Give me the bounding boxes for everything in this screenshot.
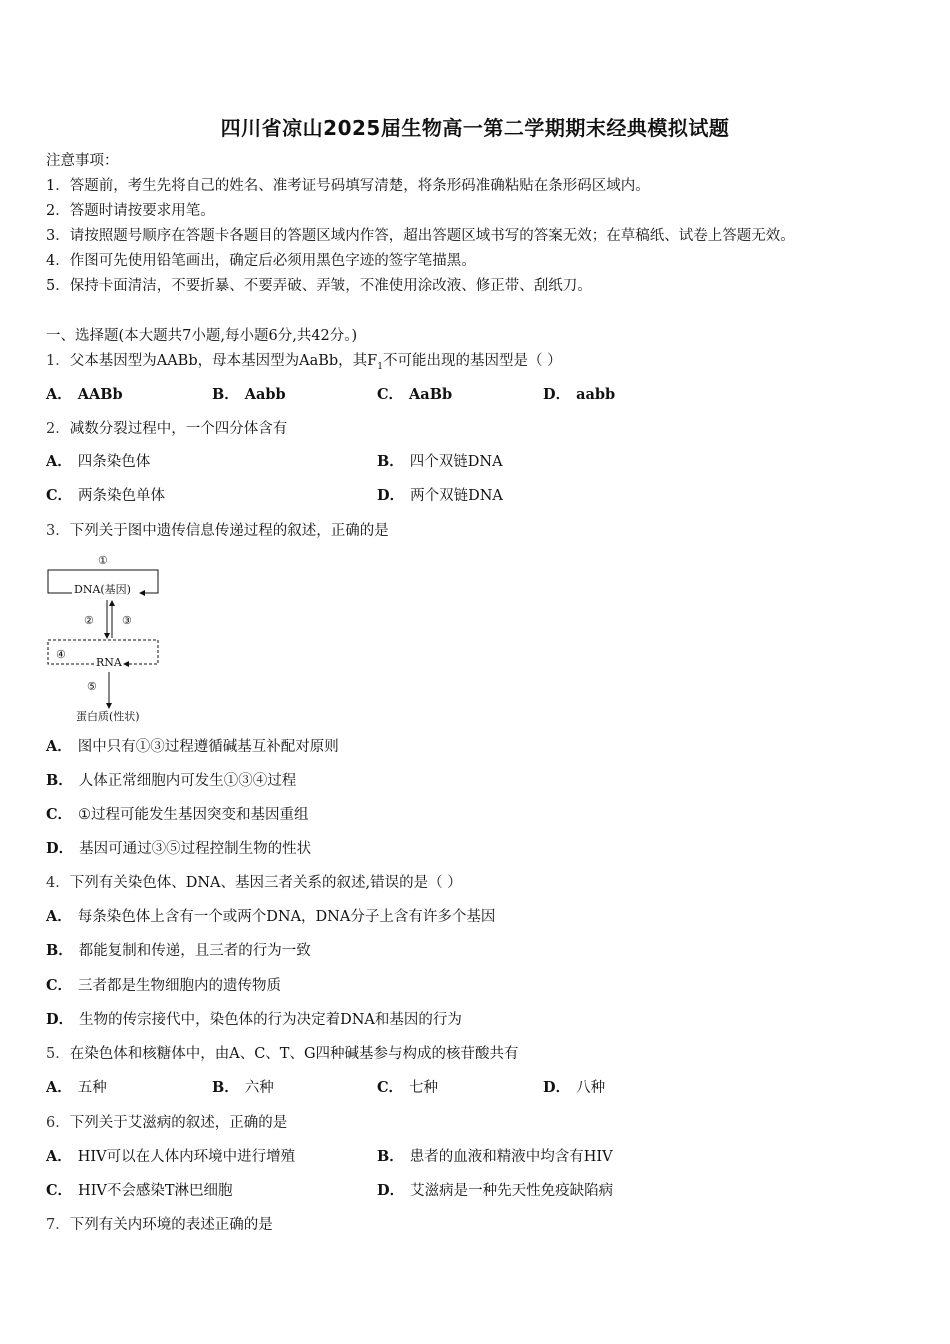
option-text: 基因可通过③⑤过程控制生物的性状 (79, 841, 312, 857)
option-letter: A． (46, 1148, 72, 1165)
process-label-5: ⑤ (87, 680, 97, 693)
page-title: 四川省凉山2025届生物高一第二学期期末经典模拟试题 (220, 116, 730, 140)
option-c[interactable] (46, 486, 165, 506)
question-number: 7． (46, 1217, 70, 1233)
option-letter: C． (377, 386, 404, 403)
option-a[interactable] (46, 1147, 295, 1167)
option-a[interactable] (46, 907, 495, 927)
option-a[interactable] (46, 452, 150, 472)
option-letter: D． (46, 840, 74, 857)
dna-label: DNA(基因) (74, 583, 131, 596)
option-c[interactable] (377, 1078, 438, 1098)
question-text: 下列有关染色体、DNA、基因三者关系的叙述,错误的是（ ） (69, 875, 462, 891)
option-text: 六种 (244, 1080, 274, 1096)
option-letter: A． (46, 738, 72, 755)
option-text: 两条染色单体 (78, 488, 166, 504)
option-text: 七种 (409, 1080, 439, 1096)
option-b[interactable] (377, 452, 503, 472)
question-number: 5． (46, 1046, 70, 1062)
option-c[interactable] (46, 976, 281, 996)
question-number: 2． (46, 421, 70, 437)
option-letter: B． (377, 453, 404, 470)
option-d[interactable] (543, 385, 615, 405)
question-text: 不可能出现的基因型是（ ） (382, 353, 562, 369)
option-text: Aabb (244, 386, 286, 403)
option-text: 五种 (77, 1080, 107, 1096)
option-letter: A． (46, 386, 72, 403)
option-text: 图中只有①③过程遵循碱基互补配对原则 (77, 739, 339, 755)
option-b[interactable] (212, 385, 286, 405)
option-text: 八种 (576, 1080, 606, 1096)
option-letter: A． (46, 1079, 72, 1096)
question-number: 4． (46, 875, 70, 891)
subscript: 1 (377, 361, 383, 372)
option-d[interactable] (377, 1181, 613, 1201)
option-text: HIV可以在人体内环境中进行增殖 (77, 1149, 296, 1165)
option-d[interactable] (46, 1010, 462, 1030)
option-d[interactable] (46, 839, 311, 859)
question-6 (46, 1113, 287, 1133)
notice-heading: 注意事项： (46, 153, 119, 169)
rna-label: RNA (96, 656, 122, 669)
option-text: aabb (576, 386, 616, 403)
question-2 (46, 419, 287, 439)
option-text: HIV不会感染T淋巴细胞 (78, 1183, 233, 1199)
notice-item: 3．请按照题号顺序在答题卡各题目的答题区域内作答，超出答题区域书写的答案无效；在草稿纸、试卷上答题无效。 (46, 228, 795, 244)
notice-item: 2．答题时请按要求用笔。 (46, 203, 215, 219)
option-letter: D． (543, 1079, 571, 1096)
option-text: 艾滋病是一种先天性免疫缺陷病 (410, 1183, 614, 1199)
question-number: 6． (46, 1115, 70, 1131)
option-text: 每条染色体上含有一个或两个DNA，DNA分子上含有许多个基因 (77, 909, 496, 925)
question-text: 在染色体和核糖体中，由A、C、T、G四种碱基参与构成的核苷酸共有 (69, 1046, 519, 1062)
option-text: ①过程可能发生基因突变和基因重组 (78, 807, 309, 823)
option-b[interactable] (212, 1078, 274, 1098)
process-label-1: ① (98, 554, 108, 567)
question-3 (46, 521, 389, 541)
option-b[interactable] (377, 1147, 613, 1167)
question-text: 下列有关内环境的表述正确的是 (69, 1217, 273, 1233)
option-text: 四个双链DNA (409, 454, 503, 470)
option-b[interactable] (46, 941, 311, 961)
option-letter: A． (46, 908, 72, 925)
option-text: 四条染色体 (77, 454, 151, 470)
option-letter: A． (46, 453, 72, 470)
option-text: 生物的传宗接代中，染色体的行为决定着DNA和基因的行为 (79, 1012, 462, 1028)
question-text: 下列关于艾滋病的叙述，正确的是 (69, 1115, 288, 1131)
option-a[interactable] (46, 1078, 107, 1098)
section-heading: 一、选择题(本大题共7小题,每小题6分,共42分。) (46, 328, 358, 344)
option-d[interactable] (377, 486, 503, 506)
question-text: 减数分裂过程中，一个四分体含有 (69, 421, 288, 437)
option-text: 人体正常细胞内可发生①③④过程 (78, 773, 297, 789)
option-c[interactable] (46, 805, 309, 825)
option-letter: B． (46, 942, 73, 959)
question-text: 下列关于图中遗传信息传递过程的叙述，正确的是 (69, 523, 389, 539)
option-letter: B． (46, 772, 73, 789)
option-a[interactable] (46, 385, 123, 405)
option-letter: C． (46, 487, 73, 504)
genetic-information-flow-diagram (44, 548, 174, 728)
option-letter: D． (543, 386, 571, 403)
option-letter: D． (377, 1182, 405, 1199)
question-number: 3． (46, 523, 70, 539)
option-c[interactable] (46, 1181, 233, 1201)
option-letter: C． (46, 977, 73, 994)
option-letter: C． (46, 806, 73, 823)
option-text: 都能复制和传递，且三者的行为一致 (78, 943, 311, 959)
option-letter: C． (377, 1079, 404, 1096)
option-b[interactable] (46, 771, 296, 791)
process-label-3: ③ (122, 614, 132, 627)
question-4 (46, 873, 462, 893)
option-text: AaBb (409, 386, 453, 403)
notice-item: 5．保持卡面清洁，不要折暴、不要弄破、弄皱，不准使用涂改液、修正带、刮纸刀。 (46, 278, 592, 294)
option-letter: B． (212, 386, 239, 403)
question-7 (46, 1215, 273, 1235)
option-letter: C． (46, 1182, 73, 1199)
question-text: 父本基因型为AABb，母本基因型为AaBb，其F (69, 353, 378, 369)
option-a[interactable] (46, 737, 339, 757)
question-number: 1． (46, 353, 70, 369)
option-text: AABb (77, 386, 123, 403)
option-d[interactable] (543, 1078, 605, 1098)
question-5 (46, 1044, 519, 1064)
option-c[interactable] (377, 385, 452, 405)
process-label-2: ② (84, 614, 94, 627)
option-text: 两个双链DNA (410, 488, 503, 504)
option-letter: D． (377, 487, 405, 504)
notice-item: 4．作图可先使用铅笔画出，确定后必须用黑色字迹的签字笔描黑。 (46, 253, 476, 269)
option-text: 患者的血液和精液中均含有HIV (409, 1149, 613, 1165)
protein-label: 蛋白质(性状) (76, 710, 140, 723)
option-letter: B． (212, 1079, 239, 1096)
option-letter: D． (46, 1011, 74, 1028)
notice-item: 1．答题前，考生先将自己的姓名、准考证号码填写清楚，将条形码准确粘贴在条形码区域内。 (46, 178, 650, 194)
option-letter: B． (377, 1148, 404, 1165)
option-text: 三者都是生物细胞内的遗传物质 (78, 978, 282, 994)
question-1 (46, 351, 562, 377)
process-label-4: ④ (56, 648, 66, 661)
